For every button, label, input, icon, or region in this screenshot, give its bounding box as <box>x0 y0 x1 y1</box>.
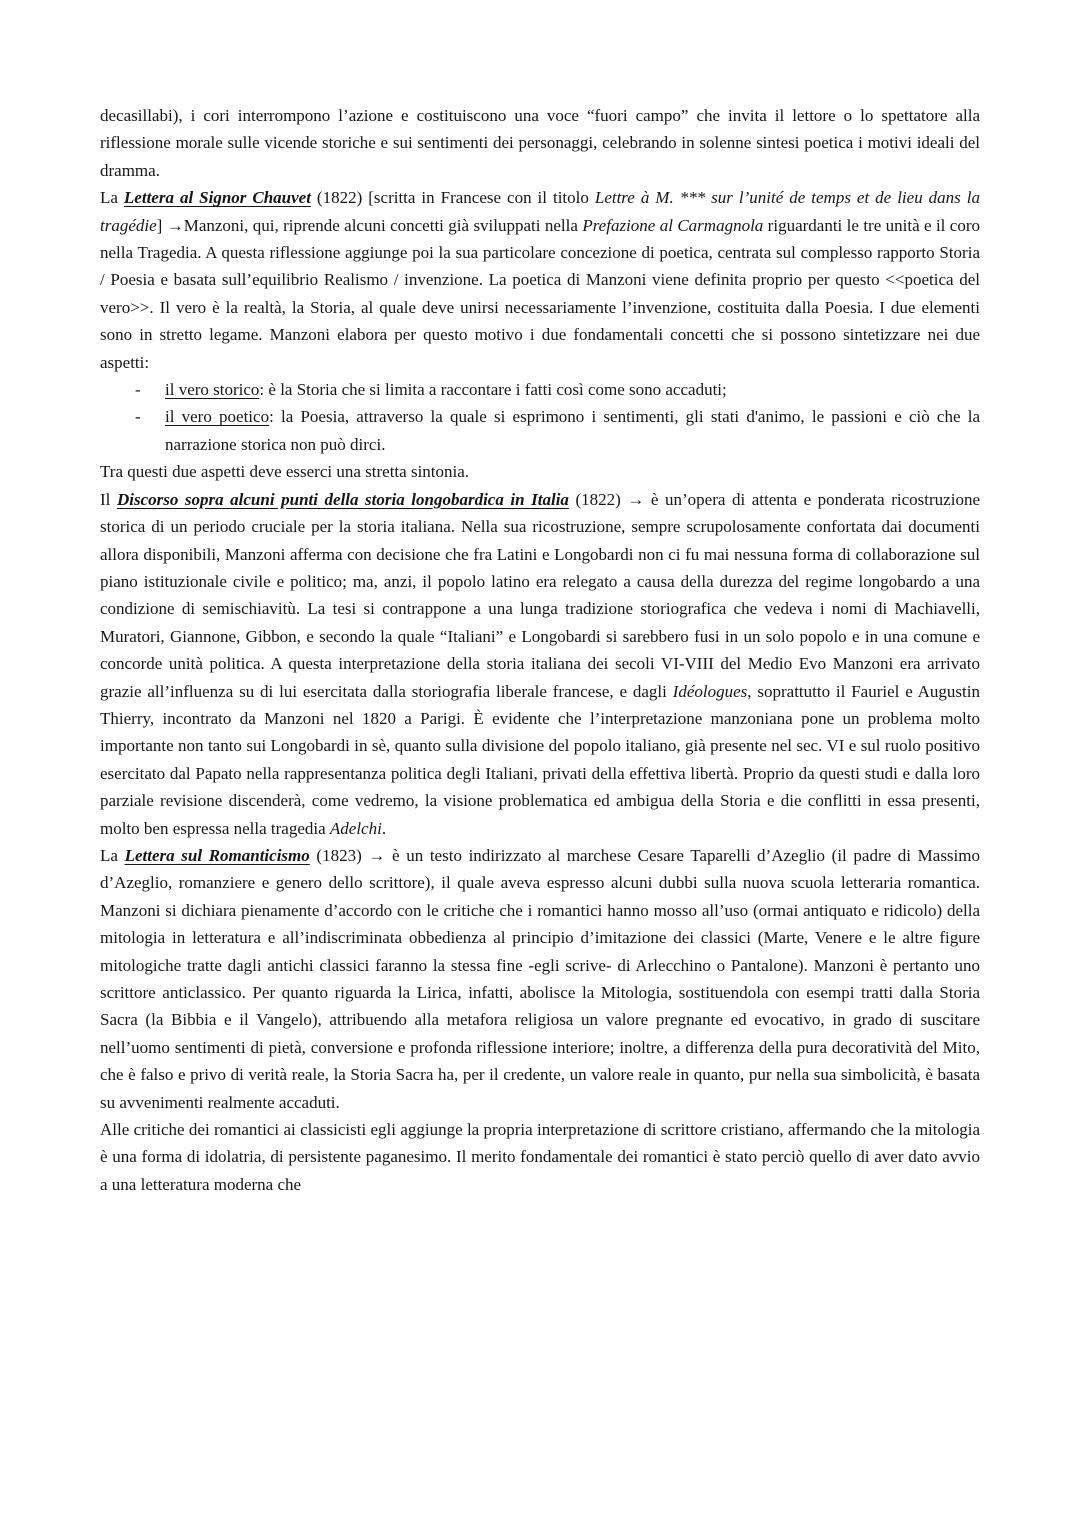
text-run: Lettera sul Romanticismo <box>124 845 310 865</box>
text-run: Idéologues <box>672 681 748 701</box>
text-run: (1822) → è un’opera di attenta e ponderata ricostruzione storica di un periodo cruciale per la storia italiana. Nella sua ricostruzione, sempre scrupolosamente confortata dai documenti allora disponibili, Manzoni afferma con decisione che fra Latini e Longobardi non ci fu mai nessuna forma di collaborazione sul piano istituzionale civile e politico; ma, anzi, il popolo latino era relegato a causa della durezza del regime longobardo a una condizione di semischiavitù. La tesi si contrappone a una lunga tradizione storiografica che vedeva i nomi di Machiavelli, Muratori, Giannone, Gibbon, e secondo la quale “Italiani” e Longobardi si sarebbero fusi in un solo popolo e in una comune e concorde unità politica. A questa interpretazione della storia italiana dei secoli VI-VIII del Medio Evo Manzoni era arrivato grazie all’influenza su di lui esercitata dalla storiografia liberale francese, e dagli <box>100 489 980 701</box>
text-run: Discorso sopra alcuni punti della storia longobardica in Italia <box>116 489 569 509</box>
text-run: . <box>381 818 387 838</box>
text-run: Lettre à M. *** sur l’unité de temps et de lieu dans la tragédie <box>100 188 980 235</box>
text-run: Il <box>100 489 117 509</box>
paragraph <box>100 102 980 184</box>
text-run: il vero poetico <box>165 407 270 427</box>
text-run: : la Poesia, attraverso la quale si esprimono i sentimenti, gli stati d'animo, le passioni e ciò che la narrazione storica non può dirci. <box>165 407 980 454</box>
list-item-text <box>165 403 980 458</box>
paragraph <box>100 184 980 376</box>
text-run: ] →Manzoni, qui, riprende alcuni concetti già sviluppati nella <box>156 215 583 235</box>
text-run: decasillabi), i cori interrompono l’azione e costituiscono una voce “fuori campo” che invita il lettore o lo spettatore alla riflessione morale sulle vicende storiche e sui sentimenti dei personaggi, celebrando in solenne sintesi poetica i motivi ideali del dramma. <box>100 106 980 180</box>
text-run: (1822) [scritta in Francese con il titolo <box>310 188 595 208</box>
text-run: : è la Storia che si limita a raccontare i fatti così come sono accaduti; <box>259 380 727 400</box>
text-run: Alle critiche dei romantici ai classicisti egli aggiunge la propria interpretazione di scrittore cristiano, affermando che la mitologia è una forma di idolatria, di persistente paganesimo. Il merito fondamentale dei romantici è stato perciò quello di aver dato avvio a una letteratura moderna che <box>100 1120 980 1194</box>
text-run: (1823) → è un testo indirizzato al marchese Cesare Taparelli d’Azeglio (il padre di Massimo d’Azeglio, romanziere e genero dello scrittore), il quale aveva espresso alcuni dubbi sulla nuova scuola letteraria romantica. Manzoni si dichiara pienamente d’accordo con le critiche che i romantici hanno mosso all’uso (ormai antiquato e ridicolo) della mitologia in letteratura e all’indiscriminata obbedienza al principio d’imitazione dei classici (Marte, Venere e le altre figure mitologiche tratte dagli antichi classici faranno la stessa fine -egli scrive- di Arlecchino o Pantalone). Manzoni è pertanto uno scrittore anticlassico. Per quanto riguarda la Lirica, infatti, abolisce la Mitologia, sostituendola con esempi tratti dalla Storia Sacra (la Bibbia e il Vangelo), attribuendo alla metafora religiosa un valore pregnante ed evocativo, in grado di suscitare nell’uomo sentimenti di pietà, conversione e profonda riflessione interiore; inoltre, a differenza della pura decoratività del Mito, che è falso e privo di verità reale, la Storia Sacra ha, per il credente, un valore reale in quanto, pur nella sua simbolicità, è basata su avvenimenti realmente accaduti. <box>100 845 980 1112</box>
list-item <box>100 376 980 403</box>
text-run: , soprattutto il Fauriel e Augustin Thierry, incontrato da Manzoni nel 1820 a Parigi. È evidente che l’interpretazione manzoniana pone un problema molto importante non tanto sui Longobardi in sè, quanto sulla divisione del popolo italiano, già presente nel sec. VI e sul ruolo positivo esercitato dal Papato nella rappresentanza politica degli Italiani, privati della effettiva libertà. Proprio da questi studi e dalla loro parziale revisione discenderà, come vedremo, la visione problematica ed ambigua della Storia e die conflitti in essa presenti, molto ben espressa nella tragedia <box>100 681 980 838</box>
text-run: Adelchi <box>329 818 382 838</box>
text-run: La <box>100 845 125 865</box>
text-run: Tra questi due aspetti deve esserci una stretta sintonia. <box>100 462 470 482</box>
paragraph <box>100 842 980 1116</box>
text-run: La <box>100 188 124 208</box>
text-run: Prefazione al Carmagnola <box>582 215 764 235</box>
paragraph <box>100 486 980 842</box>
list-marker: - <box>135 407 141 427</box>
paragraph <box>100 1116 980 1198</box>
text-run: il vero storico <box>165 380 260 400</box>
list-item <box>100 403 980 458</box>
text-run: Lettera al Signor Chauvet <box>123 188 311 208</box>
list-item-text <box>165 376 980 403</box>
list-marker: - <box>135 380 141 400</box>
text-run: riguardanti le tre unità e il coro nella Tragedia. A questa riflessione aggiunge poi la sua particolare concezione di poetica, centrata sul complesso rapporto Storia / Poesia e basata sull’equilibrio Realismo / invenzione. La poetica di Manzoni viene definita proprio per questo <<poetica del vero>>. Il vero è la realtà, la Storia, al quale deve unirsi necessariamente l’invenzione, costituita dalla Poesia. I due elementi sono in stretto legame. Manzoni elabora per questo motivo i due fondamentali concetti che si possono sintetizzare nei due aspetti: <box>100 215 980 372</box>
paragraph <box>100 458 980 485</box>
